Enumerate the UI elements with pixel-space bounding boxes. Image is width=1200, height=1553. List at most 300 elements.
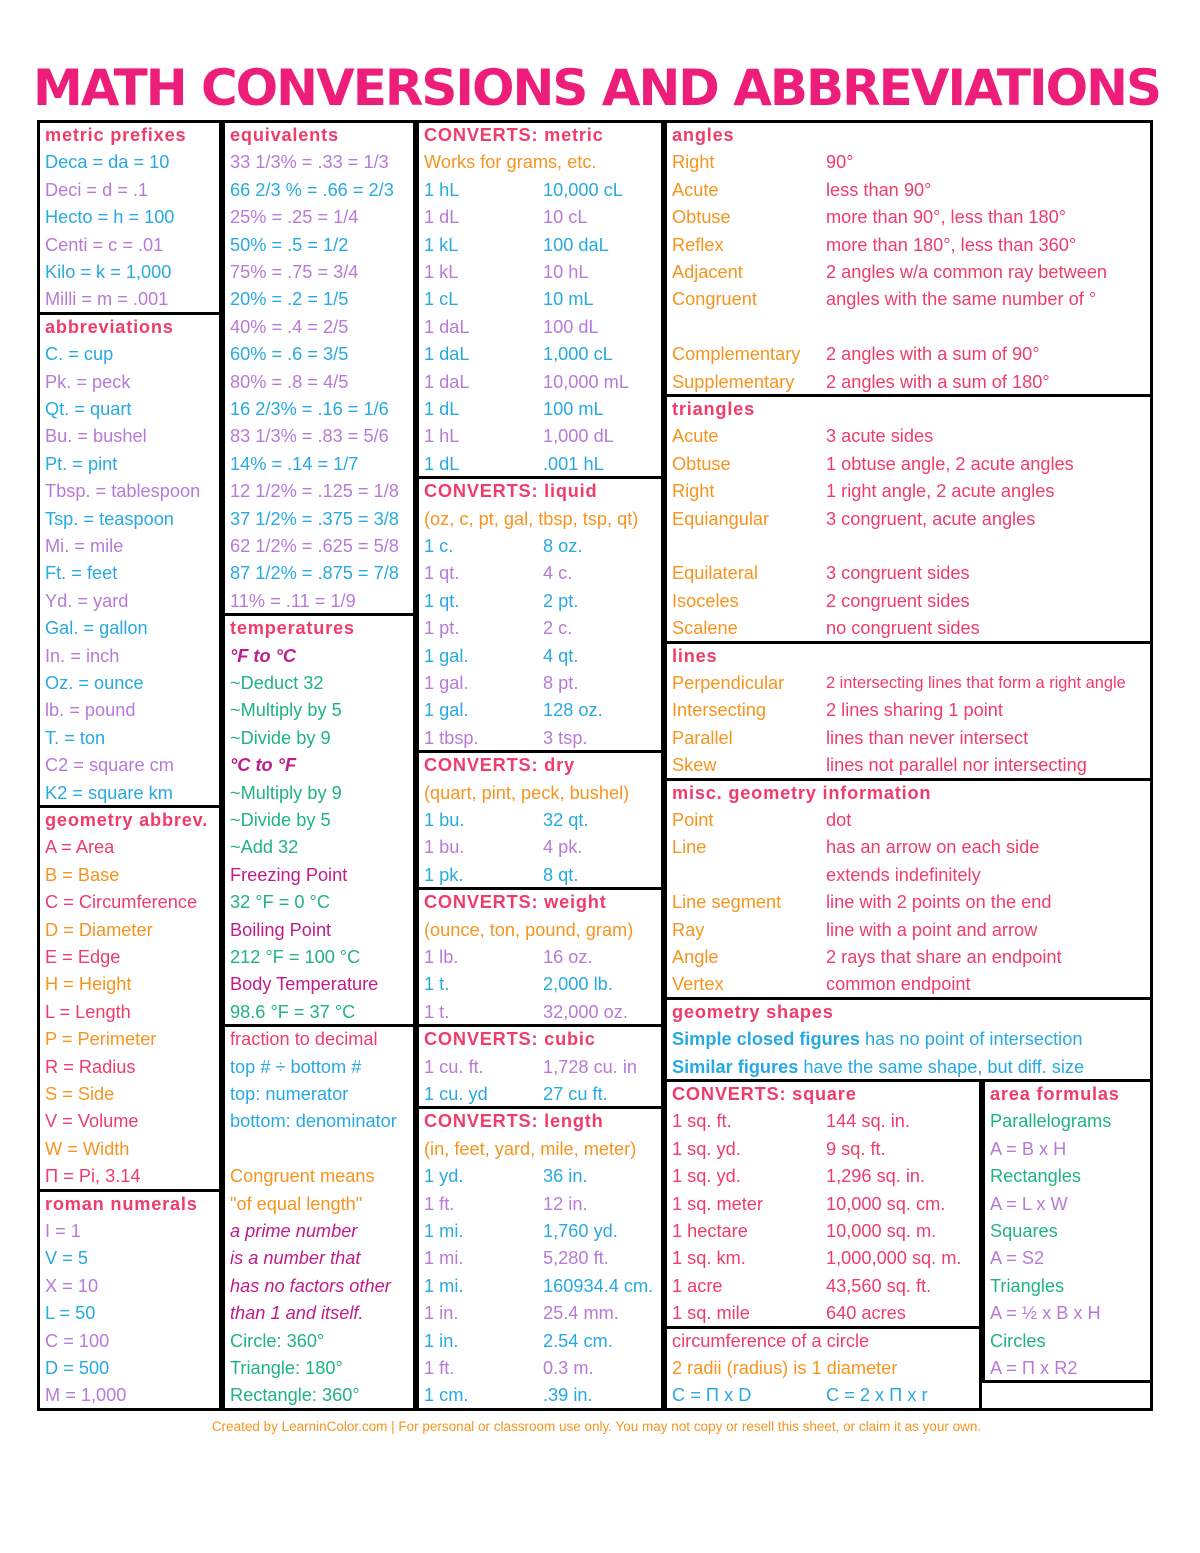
section-heading xyxy=(672,782,931,804)
section-heading xyxy=(424,891,607,913)
item-label: 16 2/3% = .16 = 1/6 xyxy=(230,399,389,419)
list-item xyxy=(990,1193,1068,1215)
list-item xyxy=(424,179,623,201)
item-label: Gal. = gallon xyxy=(45,618,148,639)
item-label: 1 in. xyxy=(424,1330,459,1351)
item-label: C = Circumference xyxy=(45,892,198,913)
item-label: Congruent means xyxy=(230,1166,375,1187)
list-item xyxy=(424,1001,628,1023)
item-label: top: numerator xyxy=(230,1083,349,1104)
item-label: Hecto = h = 100 xyxy=(45,207,175,228)
list-item xyxy=(672,836,1040,858)
item-label: 1 sq. yd. xyxy=(672,1166,741,1187)
list-item xyxy=(45,617,148,639)
item-value: 5,280 ft. xyxy=(543,1248,609,1269)
item-label: temperatures xyxy=(230,618,355,639)
section-heading xyxy=(424,124,604,146)
item-value: 100 mL xyxy=(543,399,604,419)
section-heading xyxy=(45,1193,198,1215)
list-item xyxy=(45,288,168,310)
list-item xyxy=(424,727,588,749)
list-item xyxy=(230,1220,357,1242)
item-label: 87 1/2% = .875 = 7/8 xyxy=(230,563,399,584)
list-item xyxy=(990,1357,1077,1379)
section-col2-2 xyxy=(222,613,416,1027)
item-value: 10,000 sq. cm. xyxy=(826,1193,946,1214)
list-item xyxy=(424,453,604,475)
item-label: 1 sq. yd. xyxy=(672,1138,741,1159)
item-label: equivalents xyxy=(230,125,339,145)
item-label: I = 1 xyxy=(45,1220,81,1241)
item-label: 40% = .4 = 2/5 xyxy=(230,316,349,337)
list-item xyxy=(45,453,117,475)
item-value: has an arrow on each side xyxy=(826,837,1040,858)
item-label: Skew xyxy=(672,755,717,776)
item-label: CONVERTS: dry xyxy=(424,755,575,776)
section-converts-square xyxy=(664,1079,982,1329)
item-label: 1 lb. xyxy=(424,946,459,967)
list-item xyxy=(230,1056,361,1078)
list-item xyxy=(672,891,1052,913)
item-label: 62 1/2% = .625 = 5/8 xyxy=(230,536,399,556)
section-col4-1 xyxy=(664,120,1153,397)
section-col3-4 xyxy=(416,887,664,1027)
section-area-formulas xyxy=(982,1079,1153,1383)
item-label: 66 2/3 % = .66 = 2/3 xyxy=(230,179,394,200)
item-label: 1 mi. xyxy=(424,1248,464,1269)
item-label: Kilo = k = 1,000 xyxy=(45,262,172,282)
item-label: 1 gal. xyxy=(424,700,469,721)
list-item xyxy=(990,1110,1111,1132)
item-label: 50% = .5 = 1/2 xyxy=(230,234,349,255)
list-item xyxy=(230,234,348,256)
list-item xyxy=(424,1138,636,1160)
list-item xyxy=(672,1193,946,1215)
list-item xyxy=(672,1138,886,1160)
item-label: Right xyxy=(672,152,715,173)
item-label: Equiangular xyxy=(672,508,770,529)
item-label: Squares xyxy=(990,1221,1058,1241)
item-label: area formulas xyxy=(990,1084,1120,1104)
item-label: S = Side xyxy=(45,1084,115,1104)
section-col4-2 xyxy=(664,394,1153,644)
item-label: 1 t. xyxy=(424,1001,450,1022)
item-label: 33 1/3% = .33 = 1/3 xyxy=(230,152,389,173)
list-item xyxy=(424,973,613,995)
list-item xyxy=(230,288,348,310)
page-title: MATH CONVERSIONS AND ABBREVIATIONS xyxy=(33,59,1160,117)
item-value: 12 in. xyxy=(543,1193,588,1214)
item-value: 10 cL xyxy=(543,207,588,228)
item-label: V = 5 xyxy=(45,1248,88,1269)
item-label: (quart, pint, peck, bushel) xyxy=(424,782,630,803)
list-item xyxy=(45,1001,131,1023)
item-value: lines than never intersect xyxy=(826,727,1029,748)
section-heading xyxy=(424,1110,604,1132)
item-label: A = B x H xyxy=(990,1138,1067,1159)
list-item xyxy=(424,782,629,804)
item-label: 1 cu. ft. xyxy=(424,1056,484,1077)
list-item xyxy=(990,1330,1046,1352)
item-value: 27 cu ft. xyxy=(543,1083,608,1104)
section-col3-6 xyxy=(416,1106,664,1410)
item-label: 1 daL xyxy=(424,316,470,337)
list-item xyxy=(424,535,583,557)
item-label: CONVERTS: cubic xyxy=(424,1029,596,1050)
item-label: misc. geometry information xyxy=(672,782,932,803)
item-value: 2 angles with a sum of 180° xyxy=(826,371,1050,392)
section-heading xyxy=(424,480,597,502)
item-value: 100 daL xyxy=(543,234,609,255)
item-value: lines not parallel nor intersecting xyxy=(826,755,1087,776)
section-col3-3 xyxy=(416,750,664,890)
item-label: Parallel xyxy=(672,727,733,748)
section-col3-5 xyxy=(416,1024,664,1109)
list-item xyxy=(45,562,117,584)
section-heading xyxy=(424,754,575,776)
list-item xyxy=(424,645,579,667)
list-item xyxy=(230,645,296,667)
list-item xyxy=(424,1193,588,1215)
list-item xyxy=(230,151,389,173)
item-value: line with a point and arrow xyxy=(826,919,1038,940)
list-item xyxy=(424,508,638,530)
item-label: ~Multiply by 9 xyxy=(230,782,342,803)
section-col3-1 xyxy=(416,120,664,479)
item-label: CONVERTS: weight xyxy=(424,892,607,913)
list-item xyxy=(230,782,342,804)
item-label: L = 50 xyxy=(45,1303,96,1324)
item-value: 1 obtuse angle, 2 acute angles xyxy=(826,453,1074,474)
list-item xyxy=(672,371,1050,393)
list-item xyxy=(230,1028,378,1050)
item-label: 1 ft. xyxy=(424,1193,455,1214)
item-label: Boiling Point xyxy=(230,919,332,940)
list-item xyxy=(230,754,296,776)
list-item xyxy=(424,699,603,721)
item-label: Yd. = yard xyxy=(45,590,129,611)
list-item xyxy=(45,343,113,365)
item-label: 1 cL xyxy=(424,289,459,310)
list-item xyxy=(45,1056,135,1078)
item-value: 1,760 yd. xyxy=(543,1220,618,1241)
list-item xyxy=(230,179,394,201)
list-item xyxy=(45,398,131,420)
item-label: Reflex xyxy=(672,234,724,255)
item-value: 10,000 cL xyxy=(543,179,623,200)
list-item xyxy=(45,1028,156,1050)
section-heading xyxy=(672,1083,857,1105)
item-label: roman numerals xyxy=(45,1193,198,1214)
item-value: 128 oz. xyxy=(543,700,603,721)
section-heading xyxy=(672,124,734,146)
item-label: 1 bu. xyxy=(424,837,465,858)
list-item xyxy=(672,206,1067,228)
item-value: 1 right angle, 2 acute angles xyxy=(826,481,1055,502)
item-label: T. = ton xyxy=(45,727,106,748)
list-item xyxy=(230,836,298,858)
item-label: 37 1/2% = .375 = 3/8 xyxy=(230,508,399,529)
item-value: 160934.4 cm. xyxy=(543,1275,654,1296)
footer-credit: Created by LearninColor.com | For personal or classroom use only. You may not copy or resell this sheet, or claim it as your own. xyxy=(211,1419,982,1434)
section-col1-2 xyxy=(37,312,222,808)
item-label: 1 pt. xyxy=(424,618,460,639)
list-item xyxy=(672,453,1074,475)
list-item xyxy=(424,261,589,283)
item-label: 80% = .8 = 4/5 xyxy=(230,371,349,392)
list-item xyxy=(230,425,389,447)
item-label: C. = cup xyxy=(45,344,114,365)
item-label: Works for grams, etc. xyxy=(424,152,597,173)
item-label: R = Radius xyxy=(45,1056,136,1077)
item-value: .39 in. xyxy=(543,1385,593,1406)
item-label: 83 1/3% = .83 = 5/6 xyxy=(230,426,389,447)
list-item xyxy=(672,1384,928,1406)
item-label: Scalene xyxy=(672,618,738,639)
item-label: 1 sq. km. xyxy=(672,1248,746,1269)
list-item xyxy=(990,1275,1064,1297)
item-label: A = Π x R2 xyxy=(990,1358,1078,1378)
item-label: Line segment xyxy=(672,892,782,913)
item-label: Complementary xyxy=(672,344,801,365)
list-item xyxy=(45,919,153,941)
item-label: M = 1,000 xyxy=(45,1385,127,1406)
item-label: 20% = .2 = 1/5 xyxy=(230,289,349,310)
list-item xyxy=(672,562,970,584)
item-value: 1,296 sq. in. xyxy=(826,1166,926,1187)
item-label: Freezing Point xyxy=(230,864,348,885)
item-value: 2 rays that share an endpoint xyxy=(826,946,1062,967)
list-item xyxy=(672,480,1055,502)
item-label: Ft. = feet xyxy=(45,563,118,584)
list-item xyxy=(424,398,604,420)
item-label: circumference of a circle xyxy=(672,1330,870,1351)
item-label: 1 acre xyxy=(672,1275,723,1296)
item-label: than 1 and itself. xyxy=(230,1303,364,1324)
list-item xyxy=(45,151,169,173)
item-label: angles xyxy=(672,125,735,145)
list-item xyxy=(230,1001,355,1023)
list-item xyxy=(424,946,593,968)
list-item xyxy=(424,1275,654,1297)
item-label: is a number that xyxy=(230,1248,361,1269)
item-label: Intersecting xyxy=(672,700,767,721)
item-label: 1 yd. xyxy=(424,1166,464,1187)
list-item xyxy=(45,754,174,776)
item-value: 3 acute sides xyxy=(826,426,934,447)
list-item xyxy=(424,1165,588,1187)
list-item xyxy=(990,1138,1066,1160)
item-value: 3 congruent, acute angles xyxy=(826,508,1036,529)
list-item xyxy=(45,864,119,886)
item-label: A = Area xyxy=(45,837,115,858)
item-label: CONVERTS: length xyxy=(424,1111,604,1132)
list-item xyxy=(45,672,144,694)
item-value: 0.3 m. xyxy=(543,1357,594,1378)
item-label: a prime number xyxy=(230,1220,358,1241)
section-col2-3 xyxy=(222,1024,416,1411)
item-value: less than 90° xyxy=(826,179,932,200)
item-value: 2 congruent sides xyxy=(826,590,970,611)
item-label: Ray xyxy=(672,919,705,940)
item-value: 2 angles with a sum of 90° xyxy=(826,344,1040,365)
section-circumference xyxy=(664,1326,982,1411)
item-label: ~Divide by 5 xyxy=(230,809,331,830)
item-label: CONVERTS: square xyxy=(672,1084,857,1104)
item-label: Body Temperature xyxy=(230,974,379,995)
item-label: D = 500 xyxy=(45,1357,110,1378)
list-item xyxy=(424,316,599,338)
list-item xyxy=(672,1028,1082,1050)
item-label: C2 = square cm xyxy=(45,755,174,776)
list-item xyxy=(424,234,609,256)
list-item xyxy=(230,316,348,338)
list-item xyxy=(230,343,348,365)
item-label: Point xyxy=(672,809,714,830)
section-heading xyxy=(45,316,174,338)
list-item xyxy=(672,973,971,995)
item-label: C = Π x D xyxy=(672,1385,752,1406)
item-label: ~Multiply by 5 xyxy=(230,700,342,721)
item-value: 4 pk. xyxy=(543,837,583,858)
item-label: 1 tbsp. xyxy=(424,727,479,748)
item-value: more than 180°, less than 360° xyxy=(826,234,1077,255)
item-value: 90° xyxy=(826,152,854,173)
list-item xyxy=(424,590,579,612)
item-label: 1 hL xyxy=(424,426,460,447)
list-item xyxy=(990,1165,1081,1187)
item-label: 1 sq. ft. xyxy=(672,1111,732,1132)
item-label: metric prefixes xyxy=(45,125,187,145)
list-item xyxy=(230,809,331,831)
list-item xyxy=(672,343,1040,365)
list-item xyxy=(672,1165,926,1187)
item-label: Oz. = ounce xyxy=(45,672,144,693)
item-value: 2 c. xyxy=(543,618,573,639)
item-label: Centi = c = .01 xyxy=(45,234,164,255)
item-label: 212 °F = 100 °C xyxy=(230,946,361,967)
list-item xyxy=(230,1083,348,1105)
list-item xyxy=(230,535,399,557)
list-item xyxy=(45,891,197,913)
list-item xyxy=(424,1083,608,1105)
item-value: dot xyxy=(826,809,852,830)
list-item xyxy=(672,1330,869,1352)
item-value: line with 2 points on the end xyxy=(826,892,1052,913)
item-value: 32,000 oz. xyxy=(543,1001,628,1022)
item-label: W = Width xyxy=(45,1138,130,1159)
item-label: 1 mi. xyxy=(424,1275,464,1296)
section-heading xyxy=(45,124,186,146)
list-item xyxy=(230,261,358,283)
item-label: 1 kL xyxy=(424,234,459,255)
item-label: "of equal length" xyxy=(230,1193,363,1214)
item-label: Perpendicular xyxy=(672,672,785,693)
item-label: 1 daL xyxy=(424,344,470,365)
item-label: Mi. = mile xyxy=(45,535,124,556)
item-label: Pt. = pint xyxy=(45,453,118,474)
item-value: 4 c. xyxy=(543,563,573,584)
list-item xyxy=(424,836,583,858)
section-col4-3 xyxy=(664,641,1153,781)
list-item xyxy=(45,645,119,667)
item-label: Isoceles xyxy=(672,590,739,611)
list-item xyxy=(424,617,573,639)
item-value: 25.4 mm. xyxy=(543,1303,619,1324)
item-label: Adjacent xyxy=(672,262,743,282)
item-description: have the same shape, but diff. size xyxy=(798,1056,1085,1077)
list-item xyxy=(230,590,356,612)
item-label: Bu. = bushel xyxy=(45,426,147,447)
section-col1-1 xyxy=(37,120,222,315)
item-value: 43,560 sq. ft. xyxy=(826,1275,932,1296)
list-item xyxy=(45,1302,95,1324)
item-label: 1 gal. xyxy=(424,672,469,693)
item-value: 2 intersecting lines that form a right angle xyxy=(826,673,1126,692)
list-item xyxy=(45,1384,126,1406)
item-label: Rectangles xyxy=(990,1166,1081,1187)
list-item xyxy=(424,1384,593,1406)
list-item xyxy=(672,1247,962,1269)
item-label: °C to °F xyxy=(230,755,297,776)
item-value: 2 angles w/a common ray between xyxy=(826,262,1108,282)
item-label: °F to °C xyxy=(230,645,297,666)
list-item xyxy=(672,946,1062,968)
item-label: 2 radii (radius) is 1 diameter xyxy=(672,1357,898,1378)
list-item xyxy=(45,1220,81,1242)
item-label: 25% = .25 = 1/4 xyxy=(230,207,359,228)
item-value: 4 qt. xyxy=(543,645,579,666)
item-label: Obtuse xyxy=(672,207,731,228)
item-value: 2,000 lb. xyxy=(543,974,613,995)
item-label: Supplementary xyxy=(672,371,795,392)
list-item xyxy=(230,1357,343,1379)
list-item xyxy=(45,590,128,612)
item-value: 9 sq. ft. xyxy=(826,1138,886,1159)
item-label: Vertex xyxy=(672,974,724,995)
item-label: 1 gal. xyxy=(424,645,469,666)
item-value: 3 congruent sides xyxy=(826,563,970,584)
item-value: common endpoint xyxy=(826,974,971,995)
list-item xyxy=(424,343,613,365)
list-item xyxy=(230,1384,360,1406)
item-label: Acute xyxy=(672,426,719,447)
section-heading xyxy=(672,1001,834,1023)
section-heading xyxy=(672,645,717,667)
list-item xyxy=(672,151,854,173)
item-value: 1,000,000 sq. m. xyxy=(826,1248,962,1269)
item-label: Milli = m = .001 xyxy=(45,289,169,310)
list-item xyxy=(424,288,594,310)
list-item xyxy=(230,398,389,420)
list-item xyxy=(672,179,932,201)
item-label: Simple closed figures xyxy=(672,1029,860,1050)
item-label: Π = Pi, 3.14 xyxy=(45,1166,141,1187)
item-value: 3 tsp. xyxy=(543,727,588,748)
list-item xyxy=(672,261,1108,283)
item-label: 1 t. xyxy=(424,974,450,995)
list-item xyxy=(45,1275,98,1297)
list-item xyxy=(45,727,105,749)
section-col1-3 xyxy=(37,805,222,1192)
item-value: more than 90°, less than 180° xyxy=(826,207,1067,228)
item-label: Right xyxy=(672,481,715,502)
item-value: no congruent sides xyxy=(826,618,980,639)
item-label: (ounce, ton, pound, gram) xyxy=(424,919,634,940)
item-value: 2.54 cm. xyxy=(543,1330,613,1351)
list-item xyxy=(424,1220,618,1242)
item-label: Circles xyxy=(990,1330,1046,1351)
